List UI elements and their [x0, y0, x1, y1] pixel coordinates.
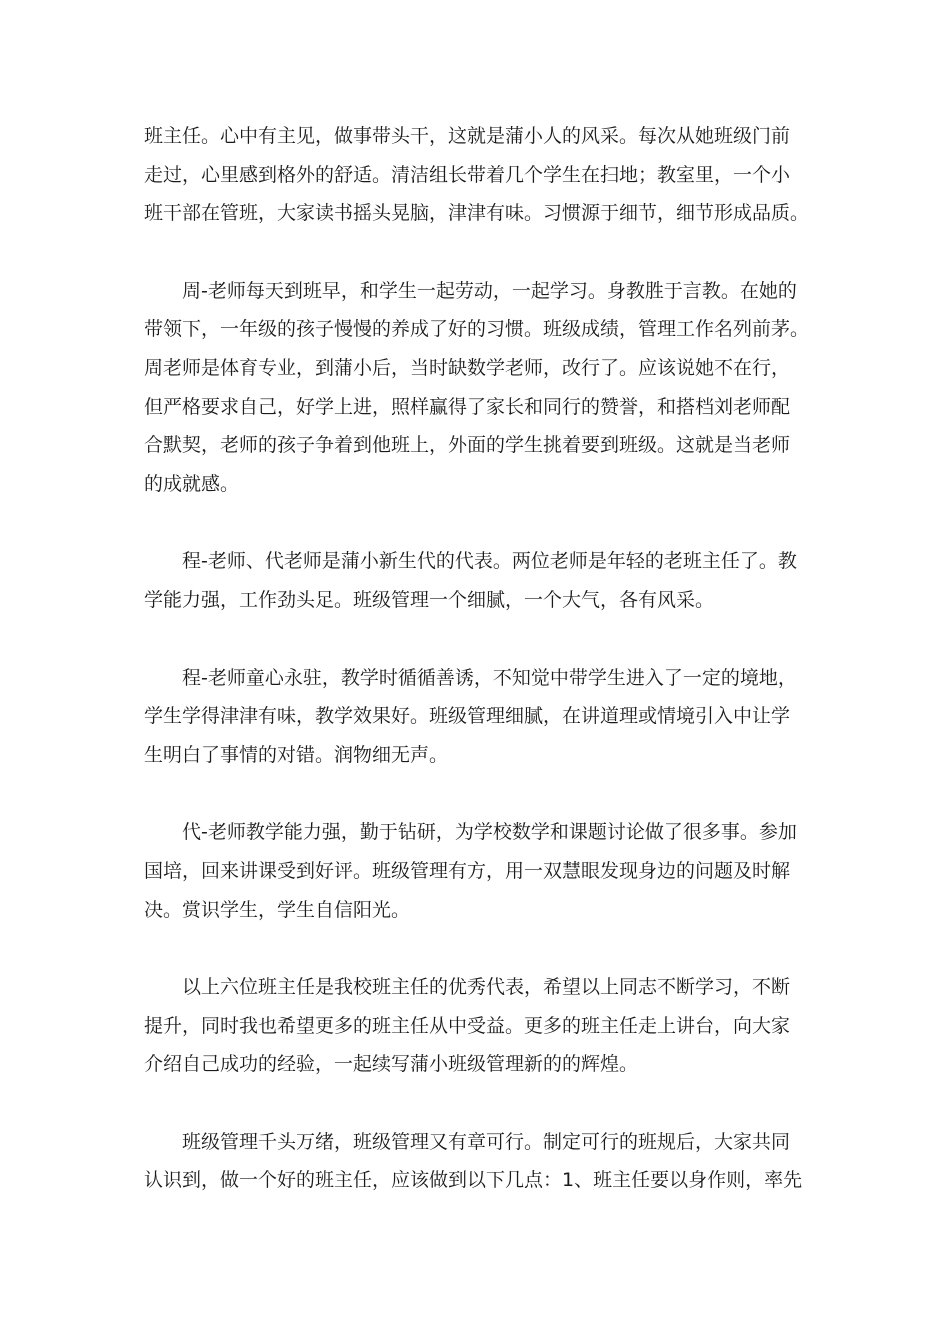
text-line: 代-老师教学能力强，勤于钻研，为学校数学和课题讨论做了很多事。参加 — [182, 821, 797, 844]
text-line: 班主任。心中有主见，做事带头干，这就是蒲小人的风采。每次从她班级门前 — [144, 125, 791, 147]
text-line: 周老师是体育专业，到蒲小后，当时缺数学老师，改行了。应该说她不在行， — [144, 356, 791, 379]
text-line: 认识到，做一个好的班主任，应该做到以下几点：1、班主任要以身作则，率先 — [144, 1169, 803, 1192]
text-line: 以上六位班主任是我校班主任的优秀代表，希望以上同志不断学习，不断 — [182, 976, 791, 999]
text-line: 的成就感。 — [144, 472, 240, 495]
text-line: 学能力强，工作劲头足。班级管理一个细腻，一个大气，各有风采。 — [144, 588, 715, 611]
paragraph-teacher-dai — [144, 813, 814, 929]
text-line: 但严格要求自己，好学上进，照样赢得了家长和同行的赞誉，和搭档刘老师配 — [144, 395, 791, 418]
text-line: 班级管理千头万绪，班级管理又有章可行。制定可行的班规后，大家共同 — [182, 1130, 791, 1153]
text-line: 介绍自己成功的经验，一起续写蒲小班级管理新的的辉煌。 — [144, 1053, 639, 1076]
text-line: 班干部在管班，大家读书摇头晃脑，津津有味。习惯源于细节，细节形成品质。 — [144, 202, 810, 225]
text-line: 程-老师、代老师是蒲小新生代的代表。两位老师是年轻的老班主任了。教 — [182, 550, 797, 573]
text-line: 合默契，老师的孩子争着到他班上，外面的学生挑着要到班级。这就是当老师 — [144, 434, 791, 457]
text-line: 提升，同时我也希望更多的班主任从中受益。更多的班主任走上讲台，向大家 — [144, 1014, 791, 1037]
paragraph-continuation — [144, 117, 814, 233]
paragraph-new-generation — [144, 542, 814, 619]
text-line: 带领下，一年级的孩子慢慢的养成了好的习惯。班级成绩，管理工作名列前茅。 — [144, 318, 810, 341]
paragraph-teacher-zhou — [144, 272, 814, 504]
paragraph-class-management — [144, 1123, 814, 1200]
text-line: 程-老师童心永驻，教学时循循善诱，不知觉中带学生进入了一定的境地， — [182, 666, 797, 689]
text-line: 走过，心里感到格外的舒适。清洁组长带着几个学生在扫地；教室里，一个小 — [144, 163, 791, 186]
text-line: 决。赏识学生，学生自信阳光。 — [144, 898, 411, 921]
text-line: 周-老师每天到班早，和学生一起劳动，一起学习。身教胜于言教。在她的 — [182, 279, 797, 302]
text-line: 国培，回来讲课受到好评。班级管理有方，用一双慧眼发现身边的问题及时解 — [144, 859, 791, 882]
document-body — [144, 117, 814, 1239]
text-line: 生明白了事情的对错。润物细无声。 — [144, 743, 449, 766]
text-line: 学生学得津津有味，教学效果好。班级管理细腻，在讲道理或情境引入中让学 — [144, 705, 791, 728]
paragraph-summary — [144, 968, 814, 1084]
paragraph-teacher-cheng — [144, 659, 814, 775]
